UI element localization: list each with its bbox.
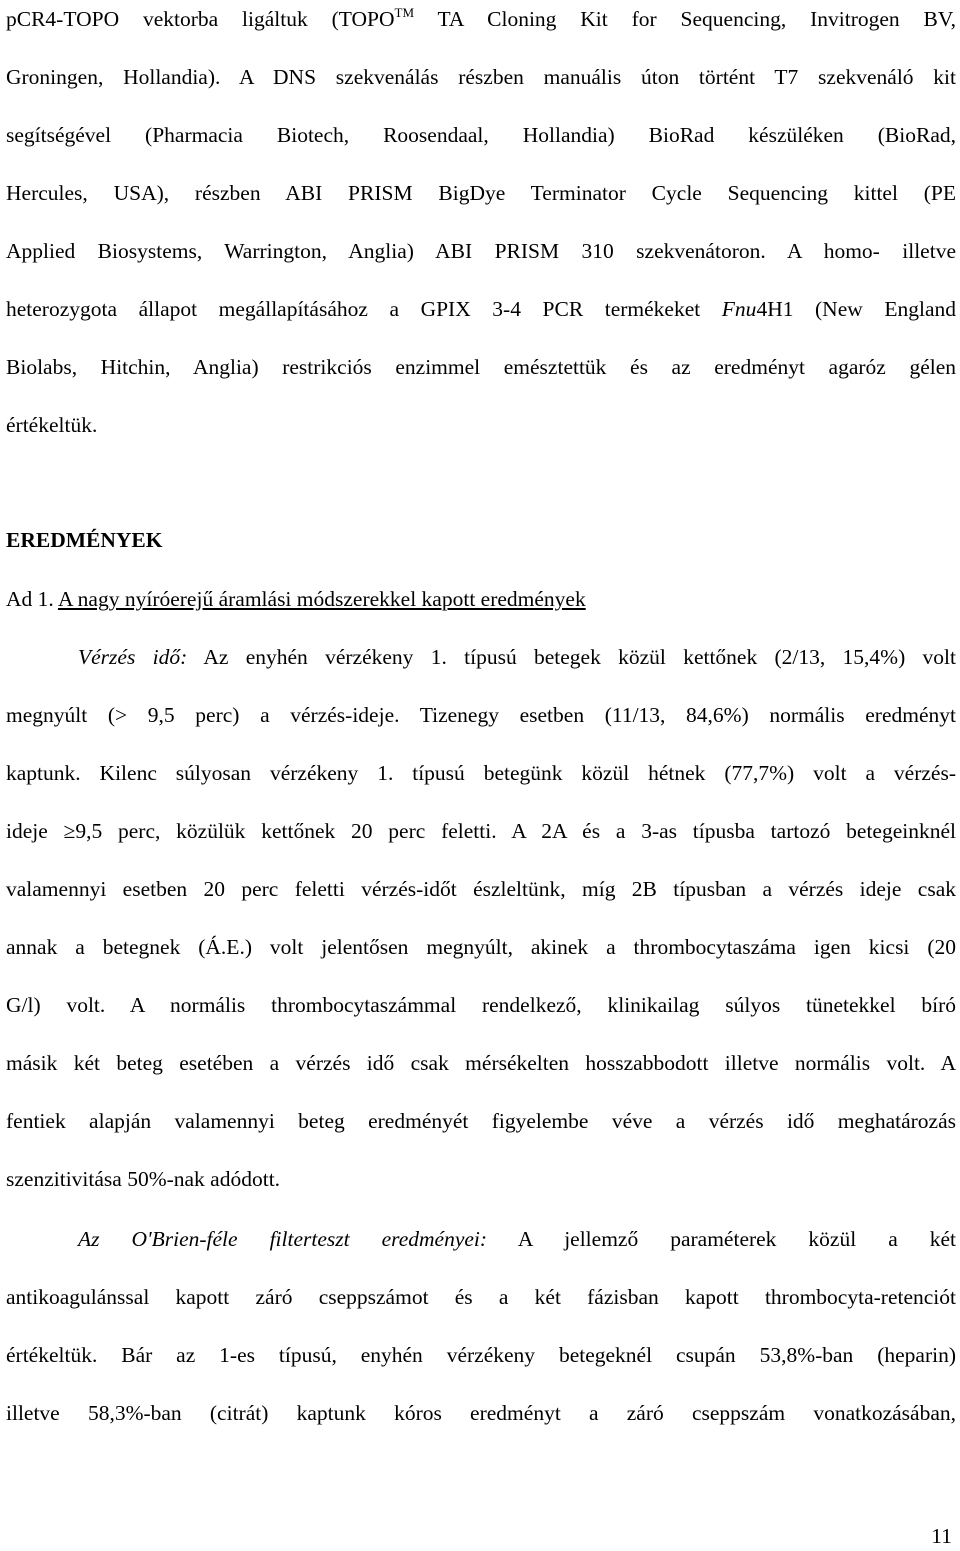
text-fragment: A jellemző paraméterek közül a két [487, 1227, 956, 1251]
paragraph-3-line-1 [78, 1224, 956, 1254]
paragraph-3-line-4: illetve 58,3%-ban (citrát) kaptunk kóros eredményt a záró cseppszám vonatkozásában, [6, 1401, 956, 1425]
paragraph-2-line-5: valamennyi esetben 20 perc feletti vérzés-időt észleltünk, míg 2B típusban a vérzés ideje csak [6, 877, 956, 901]
paragraph-2-line-9: fentiek alapján valamennyi beteg eredményét figyelembe véve a vérzés idő meghatározás [6, 1109, 956, 1133]
paragraph-2-line-7: G/l) volt. A normális thrombocytaszámmal rendelkező, klinikailag súlyos tünetekkel bíró [6, 993, 956, 1017]
text-fragment: TA Cloning Kit for Sequencing, Invitrogen BV, [414, 7, 957, 31]
run-in-label: Vérzés idő: [78, 645, 188, 669]
subsection-prefix: Ad 1. [6, 587, 58, 611]
trademark-superscript: TM [394, 5, 415, 20]
section-heading: EREDMÉNYEK [6, 528, 163, 552]
paragraph-1-line-2: Groningen, Hollandia). A DNS szekvenálás részben manuális úton történt T7 szekvenáló kit [6, 65, 956, 89]
text-fragment: pCR4-TOPO vektorba ligáltuk (TOPO [6, 7, 395, 31]
paragraph-2-line-2: megnyúlt (> 9,5 perc) a vérzés-ideje. Tizenegy esetben (11/13, 84,6%) normális eredményt [6, 703, 956, 727]
enzyme-name-italic: Fnu [721, 297, 757, 321]
paragraph-1-line-6 [6, 294, 956, 324]
paragraph-2-line-8: másik két beteg esetében a vérzés idő csak mérsékelten hosszabbodott illetve normális volt. A [6, 1051, 956, 1075]
paragraph-2-line-6: annak a betegnek (Á.E.) volt jelentősen megnyúlt, akinek a thrombocytaszáma igen kicsi (20 [6, 935, 956, 959]
text-fragment: heterozygota állapot megállapításához a GPIX 3-4 PCR termékeket [6, 297, 722, 321]
paragraph-1-line-1 [6, 4, 956, 34]
paragraph-3-line-2: antikoagulánssal kapott záró cseppszámot és a két fázisban kapott thrombocyta-retenciót [6, 1285, 956, 1309]
paragraph-3-line-3: értékeltük. Bár az 1-es típusú, enyhén vérzékeny betegeknél csupán 53,8%-ban (heparin) [6, 1343, 956, 1367]
run-in-label: Az O'Brien-féle filterteszt eredményei: [78, 1227, 488, 1251]
text-fragment: 4H1 (New England [756, 297, 956, 321]
paragraph-2-line-3: kaptunk. Kilenc súlyosan vérzékeny 1. típusú betegünk közül hétnek (77,7%) volt a vérzés- [6, 761, 956, 785]
subsection-title-text: A nagy nyíróerejű áramlási módszerekkel kapott eredmények [57, 587, 586, 611]
text-fragment: Az enyhén vérzékeny 1. típusú betegek közül kettőnek (2/13, 15,4%) volt [187, 645, 956, 669]
paragraph-2-line-4: ideje ≥9,5 perc, közülük kettőnek 20 perc feletti. A 2A és a 3-as típusba tartozó betegeinknél [6, 819, 956, 843]
page-number: 11 [931, 1524, 952, 1548]
paragraph-1-line-7: Biolabs, Hitchin, Anglia) restrikciós enzimmel emésztettük és az eredményt agaróz gélen [6, 355, 956, 379]
paragraph-2-line-10: szenzitivitása 50%-nak adódott. [6, 1167, 281, 1191]
paragraph-1-line-3: segítségével (Pharmacia Biotech, Roosendaal, Hollandia) BioRad készüléken (BioRad, [6, 123, 956, 147]
paragraph-1-line-8: értékeltük. [6, 413, 98, 437]
paragraph-2-line-1 [78, 642, 956, 672]
paragraph-1-line-4: Hercules, USA), részben ABI PRISM BigDye Terminator Cycle Sequencing kittel (PE [6, 181, 956, 205]
paragraph-1-line-5: Applied Biosystems, Warrington, Anglia) ABI PRISM 310 szekvenátoron. A homo- illetve [6, 239, 956, 263]
subsection-title [6, 584, 956, 614]
